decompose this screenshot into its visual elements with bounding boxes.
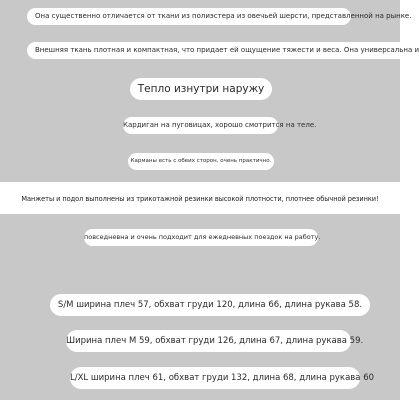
description-line-fabric: Она существенно отличается от ткани из полиэстера из овечьей шерсти, представленной на рынке. xyxy=(27,8,351,25)
size-row-m: Ширина плеч M 59, обхват груди 126, длина 67, длина рукава 59. xyxy=(66,330,351,352)
description-line-everyday: повседневна и очень подходит для ежедневных поездок на работу. xyxy=(84,229,318,246)
size-row-s-m: S/M ширина плеч 57, обхват груди 120, длина 66, длина рукава 58. xyxy=(50,294,370,316)
cuffs-banner-text: Манжеты и подол выполнены из трикотажной резинки высокой плотности, плотнее обычной резинки! xyxy=(21,195,379,203)
description-line-pockets: Карманы есть с обеих сторон, очень практично. xyxy=(128,153,274,170)
size-row-l-xl: L/XL ширина плеч 61, обхват груди 132, длина 68, длина рукава 60 xyxy=(70,367,360,389)
description-line-outer-fabric: Внешняя ткань плотная и компактная, что придает ей ощущение тяжести и веса. Она универсальна и xyxy=(27,42,400,59)
section-heading: Тепло изнутри наружу xyxy=(130,78,272,100)
description-line-cardigan: Кардиган на пуговицах, хорошо смотрится на теле. xyxy=(123,117,278,134)
